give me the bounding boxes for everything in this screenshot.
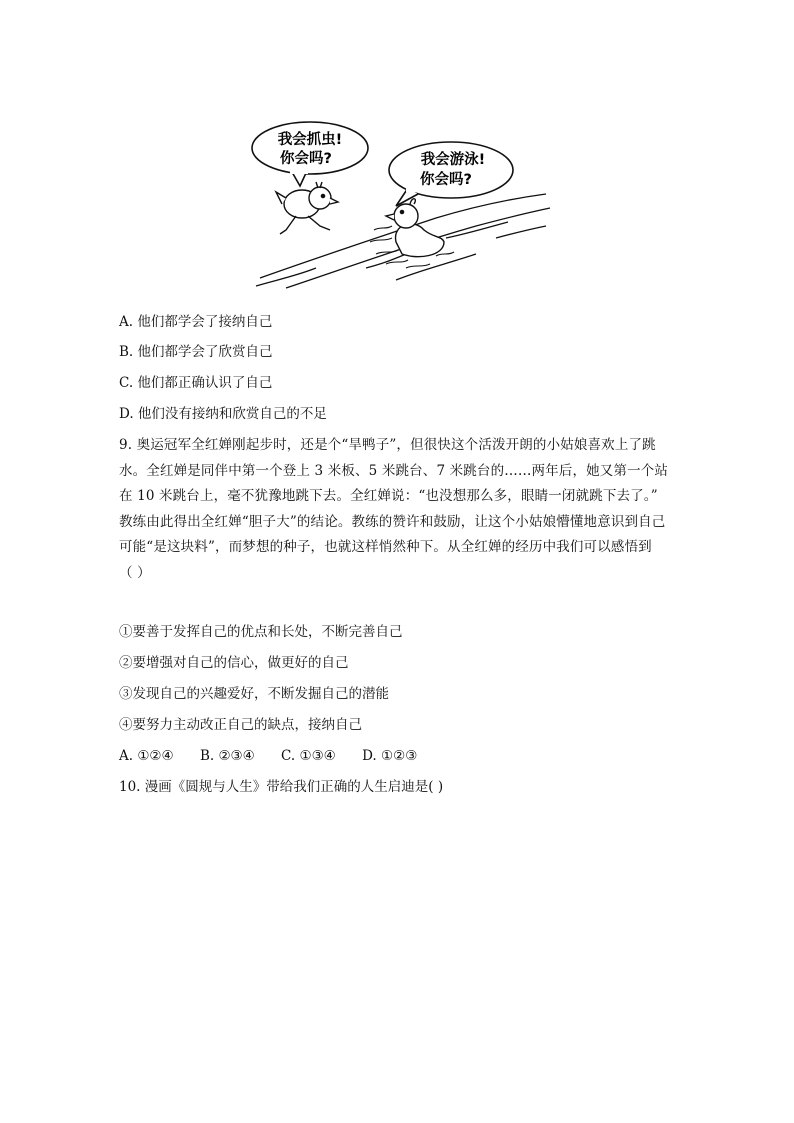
q9-choice-c: C. ①③④ [281,748,336,764]
q9-statement-4: ④要努力主动改正自己的缺点，接纳自己 [119,717,362,733]
chick-speech-bubble [252,122,368,186]
q8-option-c: C. 他们都正确认识了自己 [119,375,273,391]
q9-statement-3: ③发现自己的兴趣爱好，不断发掘自己的潜能 [119,686,389,702]
q9-answer-blank: （ ） [119,564,151,581]
q9-choice-a: A. ①②④ [119,748,174,764]
cartoon-illustration [246,118,552,292]
chick-speech-line-1: 我会抓虫! [277,132,343,148]
duck-speech-line-2: 你会吗? [420,172,472,188]
q9-stem [119,433,679,587]
chick-speech-line-2: 你会吗? [280,151,332,167]
q9-stem-line: 教练由此得出全红婵“胆子大”的结论。教练的赞许和鼓励，让这个小姑娘懵懂地意识到自己 [119,513,666,530]
q9-choice-b: B. ②③④ [199,748,255,764]
q9-statement-1: ①要善于发挥自己的优点和长处，不断完善自己 [119,624,403,640]
q8-option-d: D. 他们没有接纳和欣赏自己的不足 [119,406,327,422]
q9-stem-line: 水。全红婵是同伴中第一个登上 3 米板、5 米跳台、7 米跳台的……两年后，她又第一个站 [119,462,669,479]
q9-stem-line: 9. 奥运冠军全红婵刚起步时，还是个“旱鸭子”，但很快这个活泼开朗的小姑娘喜欢上了跳 [119,437,656,453]
q8-option-a: A. 他们都学会了接纳自己 [119,314,273,330]
q8-option-b: B. 他们都学会了欣赏自己 [119,344,273,360]
q9-choices [119,746,439,766]
duck-drawing [386,199,444,257]
duck-speech-line-1: 我会游泳! [420,152,486,168]
q9-stem-line: 在 10 米跳台上，毫不犹豫地跳下去。全红婵说：“也没想那么多，眼睛一闭就跳下去了。” [119,488,658,505]
q10-stem: 10. 漫画《圆规与人生》带给我们正确的人生启迪是( ) [119,779,444,795]
q9-stem-line: 可能“是这块料”，而梦想的种子，也就这样悄然种下。从全红婵的经历中我们可以感悟到 [119,539,652,556]
duck-speech-bubble [389,142,513,206]
chick-drawing [276,182,338,234]
q9-choice-d: D. ①②③ [362,748,418,764]
q9-statement-2: ②要增强对自己的信心，做更好的自己 [119,655,349,671]
